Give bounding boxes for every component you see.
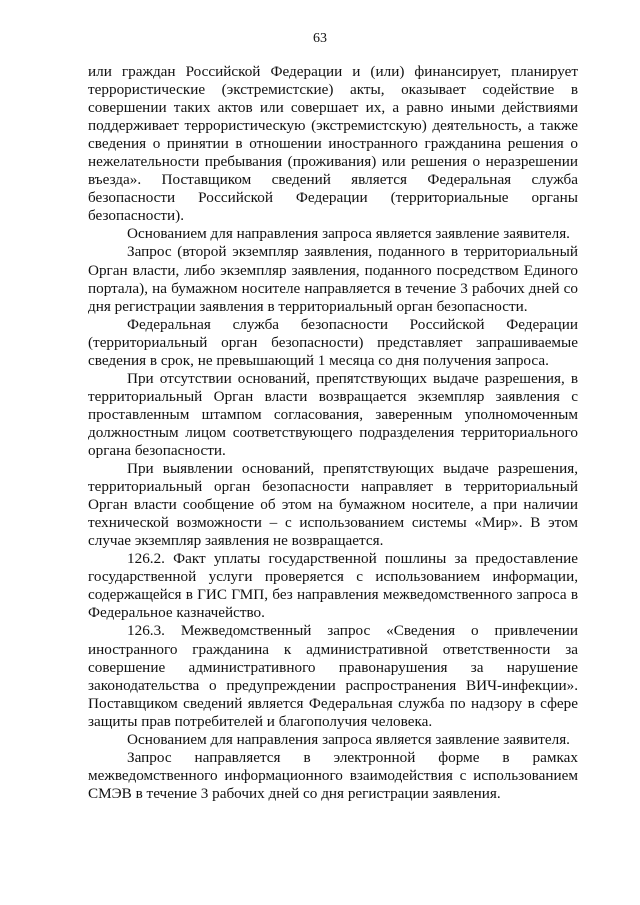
paragraph: При отсутствии оснований, препятствующих выдаче разрешения, в территориальный Орган власти возвращается экземпляр заявления с проставленным штампом согласования, заверенным уполномоченным должностным лицом соответствующего подразделения территориального органа безопасности.: [88, 369, 578, 459]
paragraph: Основанием для направления запроса является заявление заявителя.: [127, 730, 570, 748]
paragraph: Основанием для направления запроса является заявление заявителя.: [127, 225, 570, 243]
page-number: 63: [313, 31, 327, 46]
paragraph: Запрос направляется в электронной форме в рамках межведомственного информационного взаимодействия с использованием СМЭВ в течение 3 рабочих дней со дня регистрации заявления.: [88, 748, 578, 802]
paragraph: При выявлении оснований, препятствующих выдаче разрешения, территориальный орган безопасности направляет в территориальный Орган власти сообщение об этом на бумажном носителе, а при наличии технической возможности – с использованием системы «Мир». В этом случае экземпляр заявления не возвращается.: [88, 460, 578, 550]
paragraph: Запрос (второй экземпляр заявления, поданного в территориальный Орган власти, либо экземпляр заявления, поданного посредством Единого портала), на бумажном носителе направляется в течение 3 рабочих дней со дня регистрации заявления в территориальный орган безопасности.: [88, 243, 578, 315]
paragraph: Федеральная служба безопасности Российской Федерации (территориальный орган безопасности) представляет запрашиваемые сведения в срок, не превышающий 1 месяца со дня получения запроса.: [88, 315, 578, 369]
paragraph-continuation: или граждан Российской Федерации и (или) финансирует, планирует террористические (экстремистские) акты, оказывает содействие в совершении таких актов или совершает их, а равно иными действиями поддерживает террористическую (экстремистскую) деятельность, а также сведения о принятии в отношении иностранного гражданина решения о нежелательности пребывания (проживания) или решения о неразрешении въезда». Поставщиком сведений является Федеральная служба безопасности Российской Федерации (территориальные органы безопасности).: [88, 63, 578, 225]
paragraph-126-3: 126.3. Межведомственный запрос «Сведения о привлечении иностранного гражданина к административной ответственности за совершение административного правонарушения за нарушение законодательства о предупреждении распространения ВИЧ-инфекции». Поставщиком сведений является Федеральная служба по надзору в сфере защиты прав потребителей и благополучия человека.: [88, 622, 578, 730]
paragraph-126-2: 126.2. Факт уплаты государственной пошлины за предоставление государственной услуги проверяется с использованием информации, содержащейся в ГИС ГМП, без направления межведомственного запроса в Федеральное казначейство.: [88, 550, 578, 622]
document-body: [88, 63, 578, 803]
